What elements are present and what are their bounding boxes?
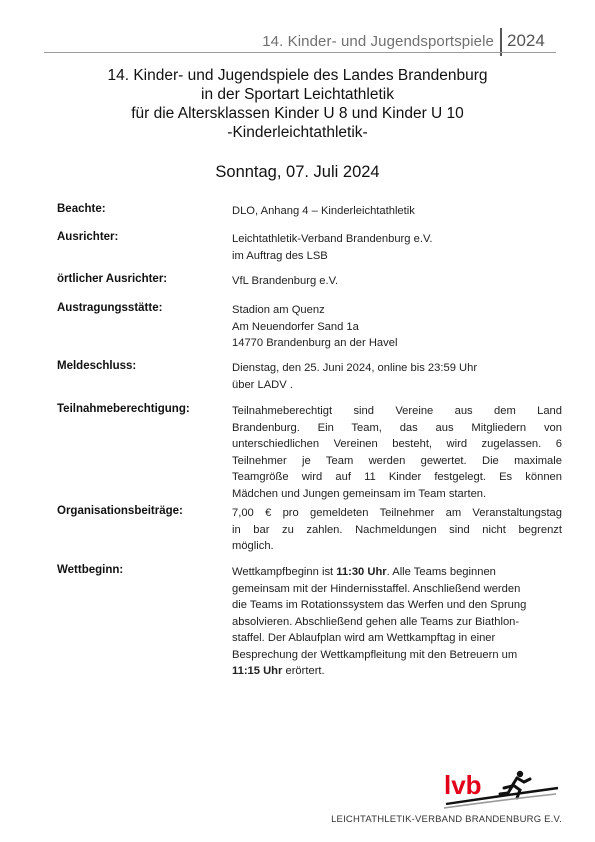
wettbeginn-line-5: staffel. Der Ablaufplan wird am Wettkampftag in einer <box>232 632 496 644</box>
meeting-time: 11:15 Uhr <box>232 665 283 677</box>
austragung-line-3: 14770 Brandenburg an der Havel <box>232 337 398 349</box>
value-austragungsstaette <box>232 302 562 352</box>
lvb-logo-text: lvb <box>444 770 482 800</box>
value-teilnahmeberechtigung <box>232 403 562 502</box>
value-beachte <box>232 203 562 220</box>
austragung-line-2: Am Neuendorfer Sand 1a <box>232 320 359 333</box>
header-year: 2024 <box>507 31 545 50</box>
wettbeginn-line-1-pre: Wettkampfbeginn ist <box>232 566 337 578</box>
title-line-3: für die Altersklassen Kinder U 8 und Kinder U 10 <box>131 105 464 122</box>
wettbeginn-line-1 <box>232 564 562 581</box>
title-line-1: 14. Kinder- und Jugendspiele des Landes Brandenburg <box>107 67 488 84</box>
organisation-line-3: möglich. <box>232 540 274 552</box>
ausrichter-line-2: im Auftrag des LSB <box>232 249 328 262</box>
label-beachte: Beachte: <box>57 203 106 215</box>
page-header <box>44 28 556 54</box>
label-teilnahmeberechtigung: Teilnahmeberechtigung: <box>57 403 190 415</box>
wettbeginn-line-6: Besprechung der Wettkampfleitung mit den Betreuern um <box>232 648 518 661</box>
meldeschluss-line-1: Dienstag, den 25. Juni 2024, online bis 23:59 Uhr <box>232 362 478 374</box>
label-organisationsbeitraege: Organisationsbeiträge: <box>57 505 183 517</box>
value-oertlicher-ausrichter <box>232 273 562 290</box>
start-time: 11:30 Uhr <box>336 566 387 578</box>
teilnahme-line-1: Teilnahmeberechtigt sind Vereine aus dem Land <box>232 405 562 417</box>
title-line-2: in der Sportart Leichtathletik <box>201 86 394 103</box>
label-ausrichter: Ausrichter: <box>57 231 119 243</box>
lvb-logo <box>440 768 560 812</box>
title-line-4: -Kinderleichtathletik- <box>227 124 368 141</box>
value-meldeschluss <box>232 360 562 393</box>
label-oertlicher-ausrichter: örtlicher Ausrichter: <box>57 273 168 285</box>
wettbeginn-line-3: die Teams im Rotationssystem das Werfen und den Sprung <box>232 599 527 611</box>
label-wettbeginn: Wettbeginn: <box>57 564 124 576</box>
oertlicher-text: VfL Brandenburg e.V. <box>232 275 339 287</box>
teilnahme-line-2: Brandenburg. Ein Team, das aus Mitgliedern von <box>232 421 562 434</box>
label-austragungsstaette: Austragungsstätte: <box>57 302 163 314</box>
wettbeginn-line-4: absolvieren. Abschließend gehen alle Teams zur Biathlon- <box>232 615 520 628</box>
footer-org-name: LEICHTATHLETIK-VERBAND BRANDENBURG E.V. <box>331 814 562 825</box>
teilnahme-line-3: unterschiedlichen Vereinen besteht, wird zugelassen. 6 <box>232 438 562 450</box>
beachte-text: DLO, Anhang 4 – Kinderleichtathletik <box>232 205 415 217</box>
value-organisationsbeitraege <box>232 505 562 555</box>
ausrichter-line-1: Leichtathletik-Verband Brandenburg e.V. <box>232 233 433 245</box>
wettbeginn-line-1-post: . Alle Teams beginnen <box>386 566 496 578</box>
document-title <box>0 66 595 142</box>
event-date: Sonntag, 07. Juli 2024 <box>215 163 380 181</box>
meldeschluss-line-2: über LADV . <box>232 378 293 391</box>
header-rule <box>44 52 556 53</box>
label-meldeschluss: Meldeschluss: <box>57 360 137 372</box>
lvb-logo-graphic <box>440 768 560 812</box>
austragung-line-1: Stadion am Quenz <box>232 304 325 316</box>
organisation-line-1: 7,00 € pro gemeldeten Teilnehmer am Veranstaltungstag <box>232 507 562 519</box>
wettbeginn-line-7-post: erörtert. <box>282 665 325 677</box>
organisation-line-2: in bar zu zahlen. Nachmeldungen sind nicht begrenzt <box>232 523 562 536</box>
value-ausrichter <box>232 231 562 264</box>
teilnahme-line-4: Teilnehmer je Team werden gewertet. Die maximale <box>232 454 562 467</box>
value-wettbeginn <box>232 564 562 680</box>
wettbeginn-line-2: gemeinsam mit der Hindernisstaffel. Anschließend werden <box>232 582 521 595</box>
header-title: 14. Kinder- und Jugendsportspiele <box>262 33 494 50</box>
teilnahme-line-5: Teamgröße wird auf 11 Kinder festgelegt. Es können <box>232 471 562 483</box>
wettbeginn-line-7 <box>232 663 562 680</box>
teilnahme-line-6: Mädchen und Jungen gemeinsam im Team starten. <box>232 487 487 500</box>
